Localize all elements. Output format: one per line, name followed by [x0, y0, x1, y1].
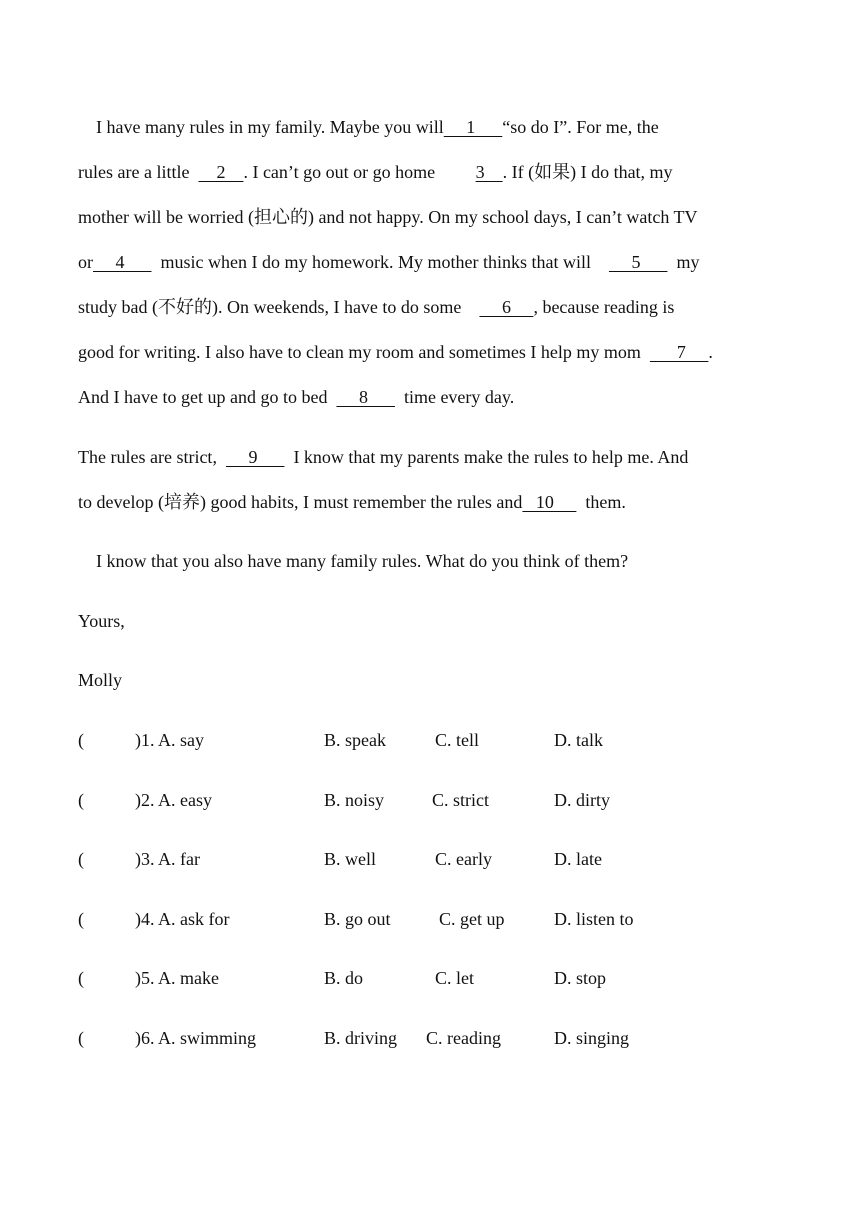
passage-line: I know that you also have many family rules. What do you think of them?: [78, 551, 629, 571]
option-c: C. tell: [435, 730, 479, 750]
answer-paren-open[interactable]: (: [78, 790, 84, 810]
option-b: B. well: [324, 849, 376, 869]
passage-line: The rules are strict, 9 I know that my parents make the rules to help me. And: [78, 447, 689, 467]
passage-line: or 4 music when I do my homework. My mother thinks that will 5 my: [78, 252, 700, 272]
answer-paren-close: ): [135, 968, 141, 988]
blank-7: 7: [649, 342, 709, 362]
option-a: 3. A. far: [141, 849, 200, 869]
option-c: C. get up: [439, 909, 505, 929]
passage-line: And I have to get up and go to bed 8 time every day.: [78, 387, 515, 407]
question-row: [78, 788, 778, 812]
passage-line: I have many rules in my family. Maybe you will 1 “so do I”. For me, the: [78, 117, 659, 137]
passage-line: to develop (培养) good habits, I must remember the rules and 10 them.: [78, 492, 626, 512]
passage-line: mother will be worried (担心的) and not happy. On my school days, I can’t watch TV: [78, 207, 698, 227]
option-c: C. let: [435, 968, 474, 988]
option-d: D. dirty: [554, 790, 610, 810]
option-a: 6. A. swimming: [141, 1028, 257, 1048]
answer-paren-open[interactable]: (: [78, 849, 84, 869]
answer-paren-open[interactable]: (: [78, 730, 84, 750]
answer-paren-close: ): [135, 909, 141, 929]
answer-paren-close: ): [135, 1028, 141, 1048]
letter-closing: Yours,: [78, 611, 125, 631]
question-row: [78, 847, 778, 871]
option-b: B. speak: [324, 730, 386, 750]
option-a: 5. A. make: [141, 968, 219, 988]
option-b: B. do: [324, 968, 364, 988]
option-c: C. reading: [426, 1028, 501, 1048]
answer-paren-close: ): [135, 730, 141, 750]
option-d: D. talk: [554, 730, 603, 750]
option-d: D. singing: [554, 1028, 630, 1048]
option-d: D. late: [554, 849, 602, 869]
option-d: D. stop: [554, 968, 607, 988]
question-row: [78, 907, 778, 931]
blank-2: 2: [198, 162, 244, 182]
question-row: [78, 1026, 778, 1050]
option-b: B. go out: [324, 909, 391, 929]
answer-paren-open[interactable]: (: [78, 968, 84, 988]
answer-paren-close: ): [135, 790, 141, 810]
option-b: B. driving: [324, 1028, 398, 1048]
blank-6: 6: [479, 297, 534, 317]
blank-3: 3: [475, 162, 503, 182]
answer-paren-open[interactable]: (: [78, 909, 84, 929]
answer-paren-open[interactable]: (: [78, 1028, 84, 1048]
option-a: 4. A. ask for: [141, 909, 230, 929]
passage-line: good for writing. I also have to clean my room and sometimes I help my mom 7 .: [78, 342, 713, 362]
blank-1: 1: [443, 117, 503, 137]
option-d: D. listen to: [554, 909, 634, 929]
option-c: C. early: [435, 849, 492, 869]
option-c: C. strict: [432, 790, 489, 810]
question-row: [78, 728, 778, 752]
option-b: B. noisy: [324, 790, 385, 810]
passage-line: study bad (不好的). On weekends, I have to do some 6 , because reading is: [78, 297, 675, 317]
blank-9: 9: [225, 447, 285, 467]
option-a: 2. A. easy: [141, 790, 212, 810]
letter-signature: Molly: [78, 670, 123, 690]
passage-line: rules are a little 2 . I can’t go out or go home 3 . If (如果) I do that, my: [78, 162, 673, 182]
blank-10: 10: [522, 492, 577, 512]
blank-5: 5: [608, 252, 668, 272]
question-row: [78, 966, 778, 990]
option-a: 1. A. say: [141, 730, 204, 750]
blank-8: 8: [336, 387, 395, 407]
answer-paren-close: ): [135, 849, 141, 869]
blank-4: 4: [93, 252, 152, 272]
